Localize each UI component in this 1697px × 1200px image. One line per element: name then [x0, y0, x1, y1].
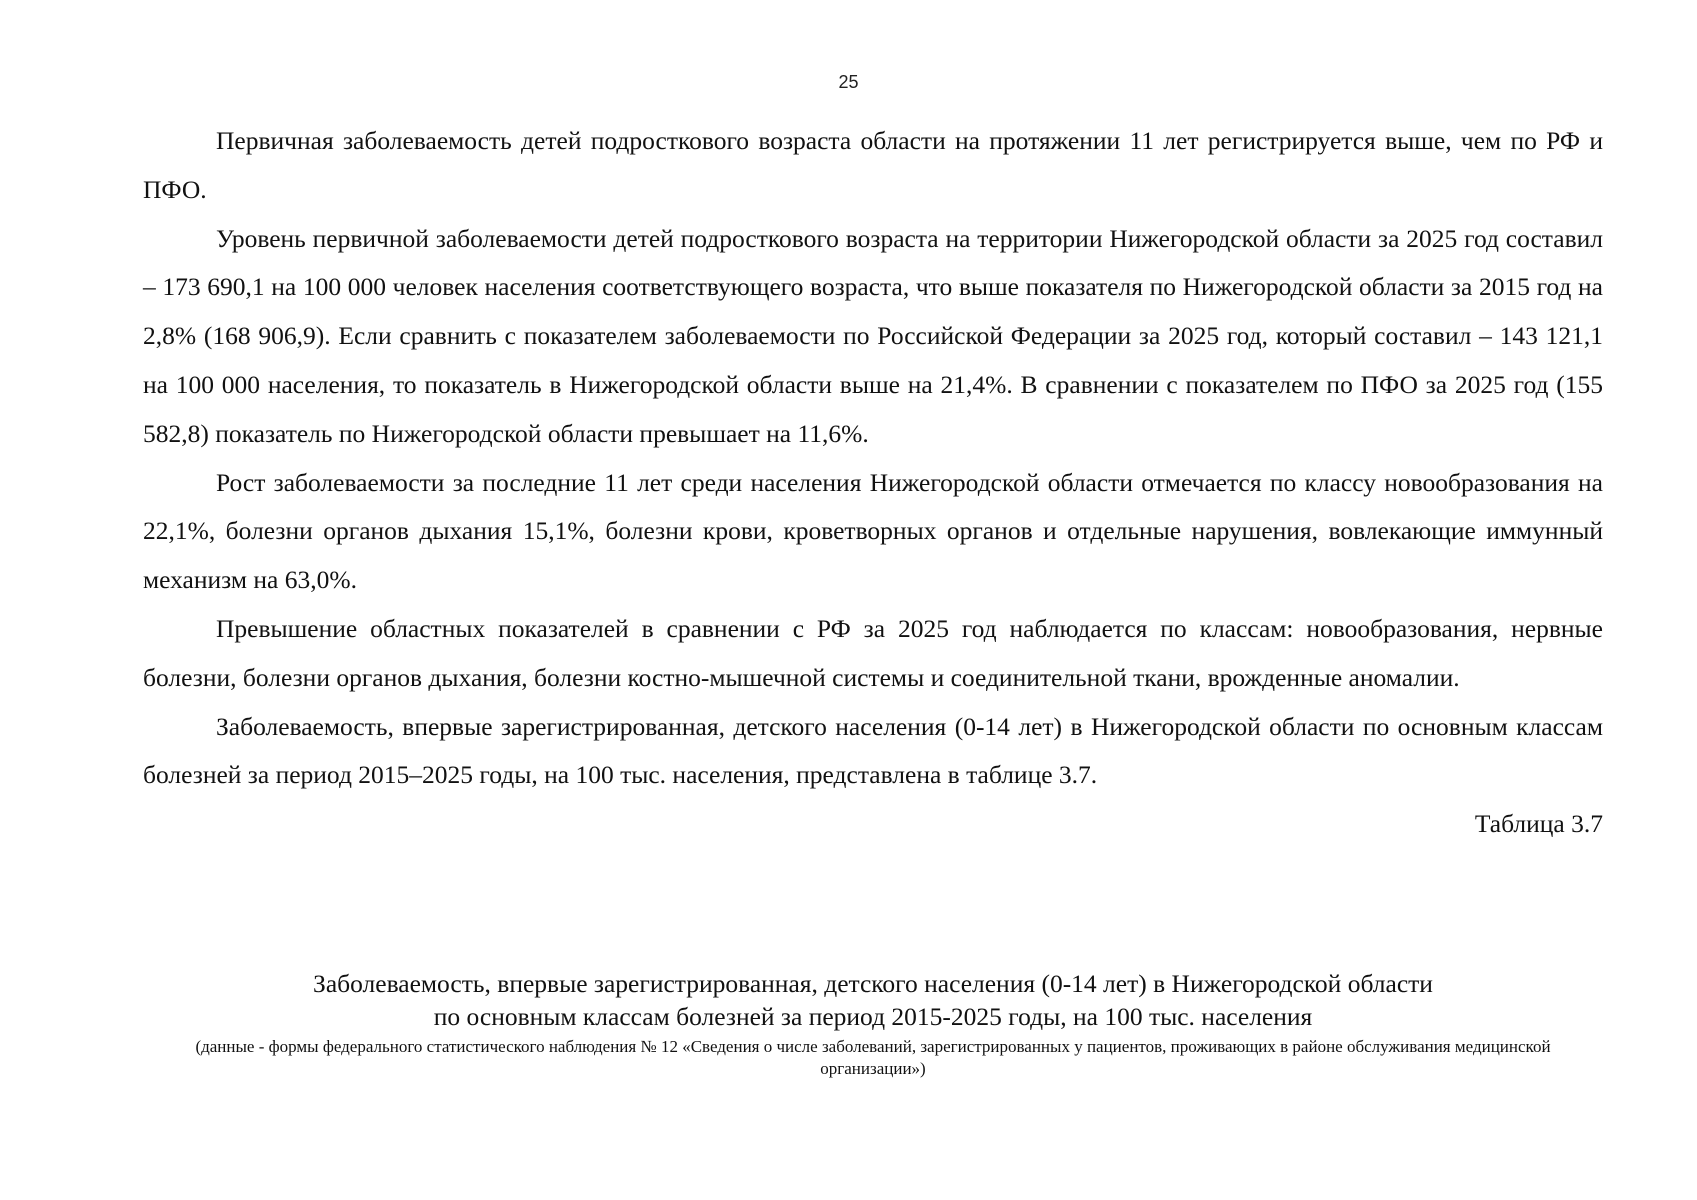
table-caption-line-1: Заболеваемость, впервые зарегистрированная, детского населения (0-14 лет) в Нижегородской области: [313, 969, 1433, 998]
body-text: [143, 117, 1603, 848]
paragraph-table-intro: Заболеваемость, впервые зарегистрированная, детского населения (0-14 лет) в Нижегородской области по основным классам болезней за период 2015–2025 годы, на 100 тыс. населения, представлена в таблице 3.7.: [143, 711, 1603, 790]
page-number: 25: [838, 72, 859, 92]
table-caption-source-note: (данные - формы федерального статистического наблюдения № 12 «Сведения о числе заболеваний, зарегистрированных у пациентов, проживающих в районе обслуживания медицинской организации»): [195, 1037, 1551, 1078]
table-caption: [143, 967, 1603, 1080]
paragraph-incidence-level: Уровень первичной заболеваемости детей подросткового возраста на территории Нижегородской области за 2025 год составил – 173 690,1 на 100 000 человек населения соответствующего возраста, что выше показателя по Нижегородской области за 2015 год на 2,8% (168 906,9). Если сравнить с показателем заболеваемости по Российской Федерации за 2025 год, который составил – 143 121,1 на 100 000 населения, то показатель в Нижегородской области выше на 21,4%. В сравнении с показателем по ПФО за 2025 год (155 582,8) показатель по Нижегородской области превышает на 11,6%.: [143, 223, 1603, 448]
paragraph-adolescent-incidence: Первичная заболеваемость детей подросткового возраста области на протяжении 11 лет регистрируется выше, чем по РФ и ПФО.: [143, 126, 1603, 204]
paragraph-excess: Превышение областных показателей в сравнении с РФ за 2025 год наблюдается по классам: новообразования, нервные болезни, болезни органов дыхания, болезни костно-мышечной системы и соединительной ткани, врожденные аномалии.: [143, 613, 1603, 692]
table-label: Таблица 3.7: [1474, 809, 1603, 839]
table-caption-line-2: по основным классам болезней за период 2015-2025 годы, на 100 тыс. населения: [433, 1002, 1313, 1031]
paragraph-growth: Рост заболеваемости за последние 11 лет среди населения Нижегородской области отмечается по классу новообразования на 22,1%, болезни органов дыхания 15,1%, болезни крови, кроветворных органов и отдельные нарушения, вовлекающие иммунный механизм на 63,0%.: [143, 467, 1603, 595]
